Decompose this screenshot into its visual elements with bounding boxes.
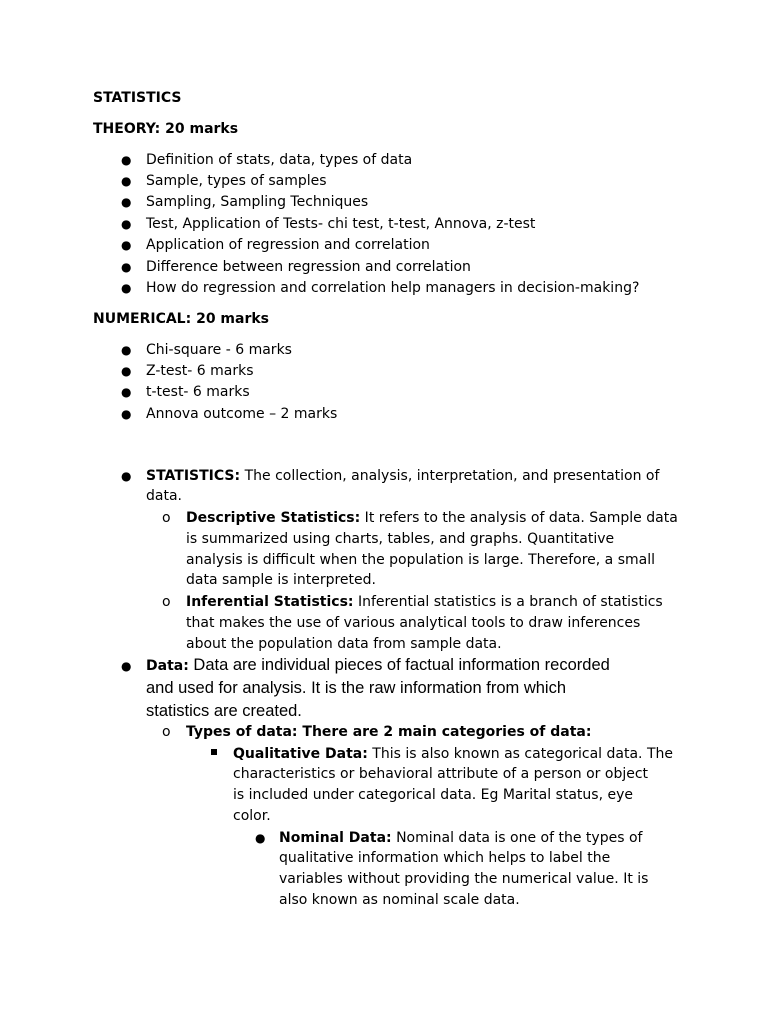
definition-term: Inferential Statistics:	[186, 594, 354, 610]
circle-bullet-icon: o	[162, 510, 171, 526]
definition-text: It refers to the analysis of data. Sample data	[360, 510, 678, 526]
bullet-icon: ●	[121, 364, 132, 378]
definition-term: Qualitative Data:	[233, 746, 368, 762]
definition-text: data.	[146, 488, 182, 504]
theory-item: Sampling, Sampling Techniques	[146, 194, 369, 210]
definition-text: analysis is difficult when the population is large. Therefore, a small	[186, 552, 655, 568]
definition-text: that makes the use of various analytical tools to draw inferences	[186, 615, 641, 631]
theory-heading: THEORY: 20 marks	[93, 121, 239, 137]
definition-text: and used for analysis. It is the raw information from which	[146, 679, 567, 697]
nominal-data	[279, 828, 642, 848]
definition-term: Descriptive Statistics:	[186, 510, 361, 526]
bullet-icon: ●	[121, 407, 132, 421]
bullet-icon: ●	[121, 174, 132, 188]
definition-text: The collection, analysis, interpretation, and presentation of	[240, 468, 660, 484]
definition-text: statistics are created.	[146, 702, 302, 720]
definition-text: Nominal data is one of the types of	[391, 830, 643, 846]
bullet-icon: ●	[255, 831, 266, 845]
bullet-icon: ●	[121, 260, 132, 274]
definition-text: variables without providing the numerical value. It is	[279, 871, 649, 887]
numerical-heading: NUMERICAL: 20 marks	[93, 311, 270, 327]
theory-item: Difference between regression and correlation	[146, 259, 471, 275]
definition-text: qualitative information which helps to label the	[279, 850, 611, 866]
circle-bullet-icon: o	[162, 724, 171, 740]
bullet-icon: ●	[121, 238, 132, 252]
theory-item: How do regression and correlation help managers in decision-making?	[146, 280, 640, 296]
numerical-item: Annova outcome – 2 marks	[146, 406, 338, 422]
bullet-icon: ●	[121, 195, 132, 209]
definition-text: characteristics or behavioral attribute of a person or object	[233, 766, 649, 782]
qualitative-data	[233, 744, 673, 764]
definition-term: STATISTICS:	[146, 468, 241, 484]
statistics-definition	[146, 466, 659, 486]
definition-text: about the population data from sample data.	[186, 636, 502, 652]
definition-text: Data are individual pieces of factual information recorded	[188, 656, 610, 674]
theory-item: Sample, types of samples	[146, 173, 327, 189]
numerical-item: Z-test- 6 marks	[146, 363, 254, 379]
definition-term: Nominal Data:	[279, 830, 392, 846]
bullet-icon: ●	[121, 343, 132, 357]
numerical-item: t-test- 6 marks	[146, 384, 250, 400]
descriptive-statistics	[186, 508, 678, 528]
circle-bullet-icon: o	[162, 594, 171, 610]
definition-term: Data:	[146, 658, 189, 674]
inferential-statistics	[186, 592, 663, 612]
definition-text: also known as nominal scale data.	[279, 892, 520, 908]
definition-text: is summarized using charts, tables, and graphs. Quantitative	[186, 531, 615, 547]
bullet-icon: ●	[121, 153, 132, 167]
bullet-icon: ●	[121, 385, 132, 399]
square-bullet-icon	[211, 749, 217, 755]
theory-item: Definition of stats, data, types of data	[146, 152, 413, 168]
numerical-item: Chi-square - 6 marks	[146, 342, 292, 358]
bullet-icon: ●	[121, 217, 132, 231]
definition-text: data sample is interpreted.	[186, 572, 376, 588]
bullet-icon: ●	[121, 659, 132, 673]
theory-item: Application of regression and correlation	[146, 237, 430, 253]
definition-text: This is also known as categorical data. The	[367, 746, 673, 762]
document-title: STATISTICS	[93, 90, 182, 106]
bullet-icon: ●	[121, 469, 132, 483]
types-of-data-heading: Types of data: There are 2 main categories of data:	[186, 724, 592, 740]
definition-text: Inferential statistics is a branch of statistics	[353, 594, 663, 610]
bullet-icon: ●	[121, 281, 132, 295]
theory-item: Test, Application of Tests- chi test, t-test, Annova, z-test	[146, 216, 536, 232]
definition-text: is included under categorical data. Eg Marital status, eye	[233, 787, 633, 803]
definition-text: color.	[233, 808, 271, 824]
data-definition	[146, 654, 610, 676]
